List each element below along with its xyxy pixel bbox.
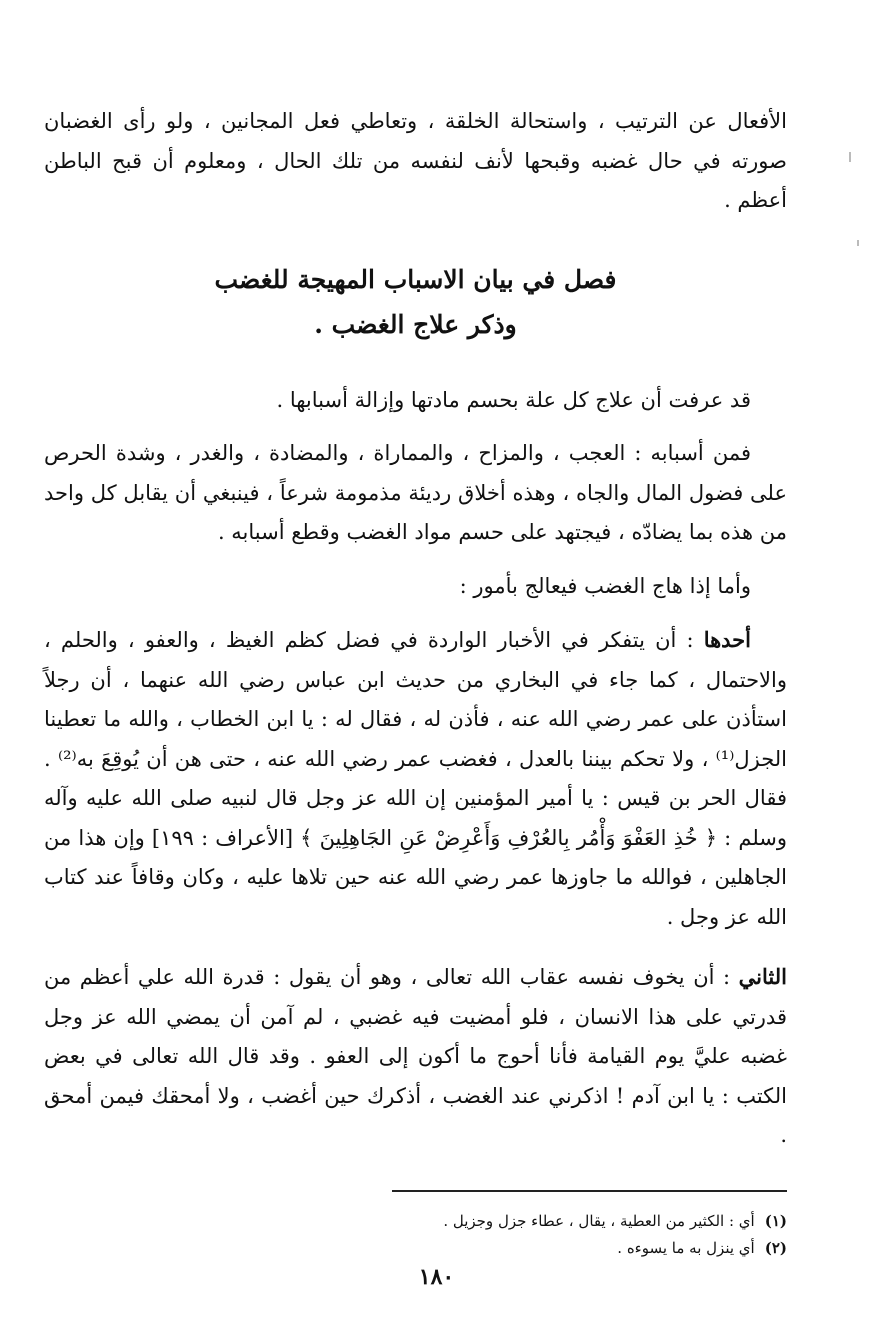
page-number: ١٨٠ bbox=[418, 1264, 455, 1290]
footnotes bbox=[44, 1208, 787, 1262]
second-remedy-text: : أن يخوف نفسه عقاب الله تعالى ، وهو أن يقول : قدرة الله علي أعظم من قدرتي على هذا الانسان ، فلو أمضيت فيه غضبي ، لم آمن أن يمضي الله عز وجل غضبه عليَّ يوم القيامة فأنا أحوج ما أكون إلى العفو . وقد قال الله تعالى في بعض الكتب : يا ابن آدم ! اذكرني عند الغضب ، أذكرك حين أغضب ، ولا أمحقك فيمن أمحق . bbox=[44, 965, 787, 1147]
footnote-1-number: (١) bbox=[764, 1211, 787, 1230]
scan-speck bbox=[849, 152, 851, 162]
first-remedy-text-b: [الأعراف : ١٩٩] وإن هذا من الجاهلين ، فوالله ما جاوزها عمر رضي الله عنه حين تلاها عليه ، وكان وقافاً عند كتاب الله عز وجل . bbox=[44, 825, 787, 929]
section-heading-line-2: وذكر علاج الغضب . bbox=[314, 309, 517, 339]
intro-paragraph: الأفعال عن الترتيب ، واستحالة الخلقة ، وتعاطي فعل المجانين ، ولو رأى الغضبان صورته في حال غضبه وقبحها لأنف لنفسه من تلك الحال ، ومعلوم أن قبح الباطن أعظم . bbox=[44, 109, 787, 212]
scan-speck bbox=[857, 240, 859, 246]
footnote-2-number: (٢) bbox=[764, 1238, 787, 1257]
section-heading bbox=[44, 257, 787, 347]
first-remedy-label: أحدها bbox=[703, 627, 751, 652]
footnote-1 bbox=[44, 1208, 787, 1235]
footnote-2-text: أي ينزل به ما يسوءه . bbox=[617, 1238, 755, 1257]
footnote-divider bbox=[392, 1190, 787, 1192]
paragraph-second-remedy bbox=[44, 957, 787, 1156]
paragraph-causes: فمن أسبابه : العجب ، والمزاح ، والمماراة ، والمضادة ، والغدر ، وشدة الحرص على فضول المال والجاه ، وهذه أخلاق رديئة مذمومة شرعاً ، فينبغي أن يقابل كل واحد من هذه بما يضادّه ، فيجتهد على حسم مواد الغضب وقطع أسبابه . bbox=[44, 441, 787, 544]
second-remedy-label: الثاني bbox=[738, 964, 787, 989]
section-heading-line-1: فصل في بيان الاسباب المهيجة للغضب bbox=[214, 264, 617, 294]
paragraph-when-anger-arises: وأما إذا هاج الغضب فيعالج بأمور : bbox=[459, 573, 751, 598]
paragraph-remedy-principle: قد عرفت أن علاج كل علة بحسم مادتها وإزالة أسبابها . bbox=[276, 387, 751, 412]
paragraph-first-remedy bbox=[44, 620, 787, 937]
first-remedy-text-a: : أن يتفكر في الأخبار الواردة في فضل كظم الغيظ ، والعفو ، والحلم ، والاحتمال ، كما جاء في البخاري من حديث ابن عباس رضي الله عنهما ، أن رجلاً استأذن على عمر رضي الله عنه ، فأذن له ، فقال له : يا ابن الخطاب ، والله ما تعطينا الجزل⁽¹⁾ ، ولا تحكم بيننا بالعدل ، فغضب عمر رضي الله عنه ، حتى هن أن يُوقِعَ به⁽²⁾ . فقال الحر بن قيس : يا أمير المؤمنين إن الله عز وجل قال لنبيه صلى الله عليه وآله وسلم : bbox=[44, 628, 788, 850]
footnote-2 bbox=[44, 1235, 787, 1262]
quran-verse: ﴿ خُذِ العَفْوَ وَأْمُر بِالعُرْفِ وَأَعْرِضْ عَنِ الجَاهِلِينَ ﴾ bbox=[300, 825, 718, 850]
footnote-1-text: أي : الكثير من العطية ، يقال ، عطاء جزل وجزيل . bbox=[443, 1211, 755, 1230]
